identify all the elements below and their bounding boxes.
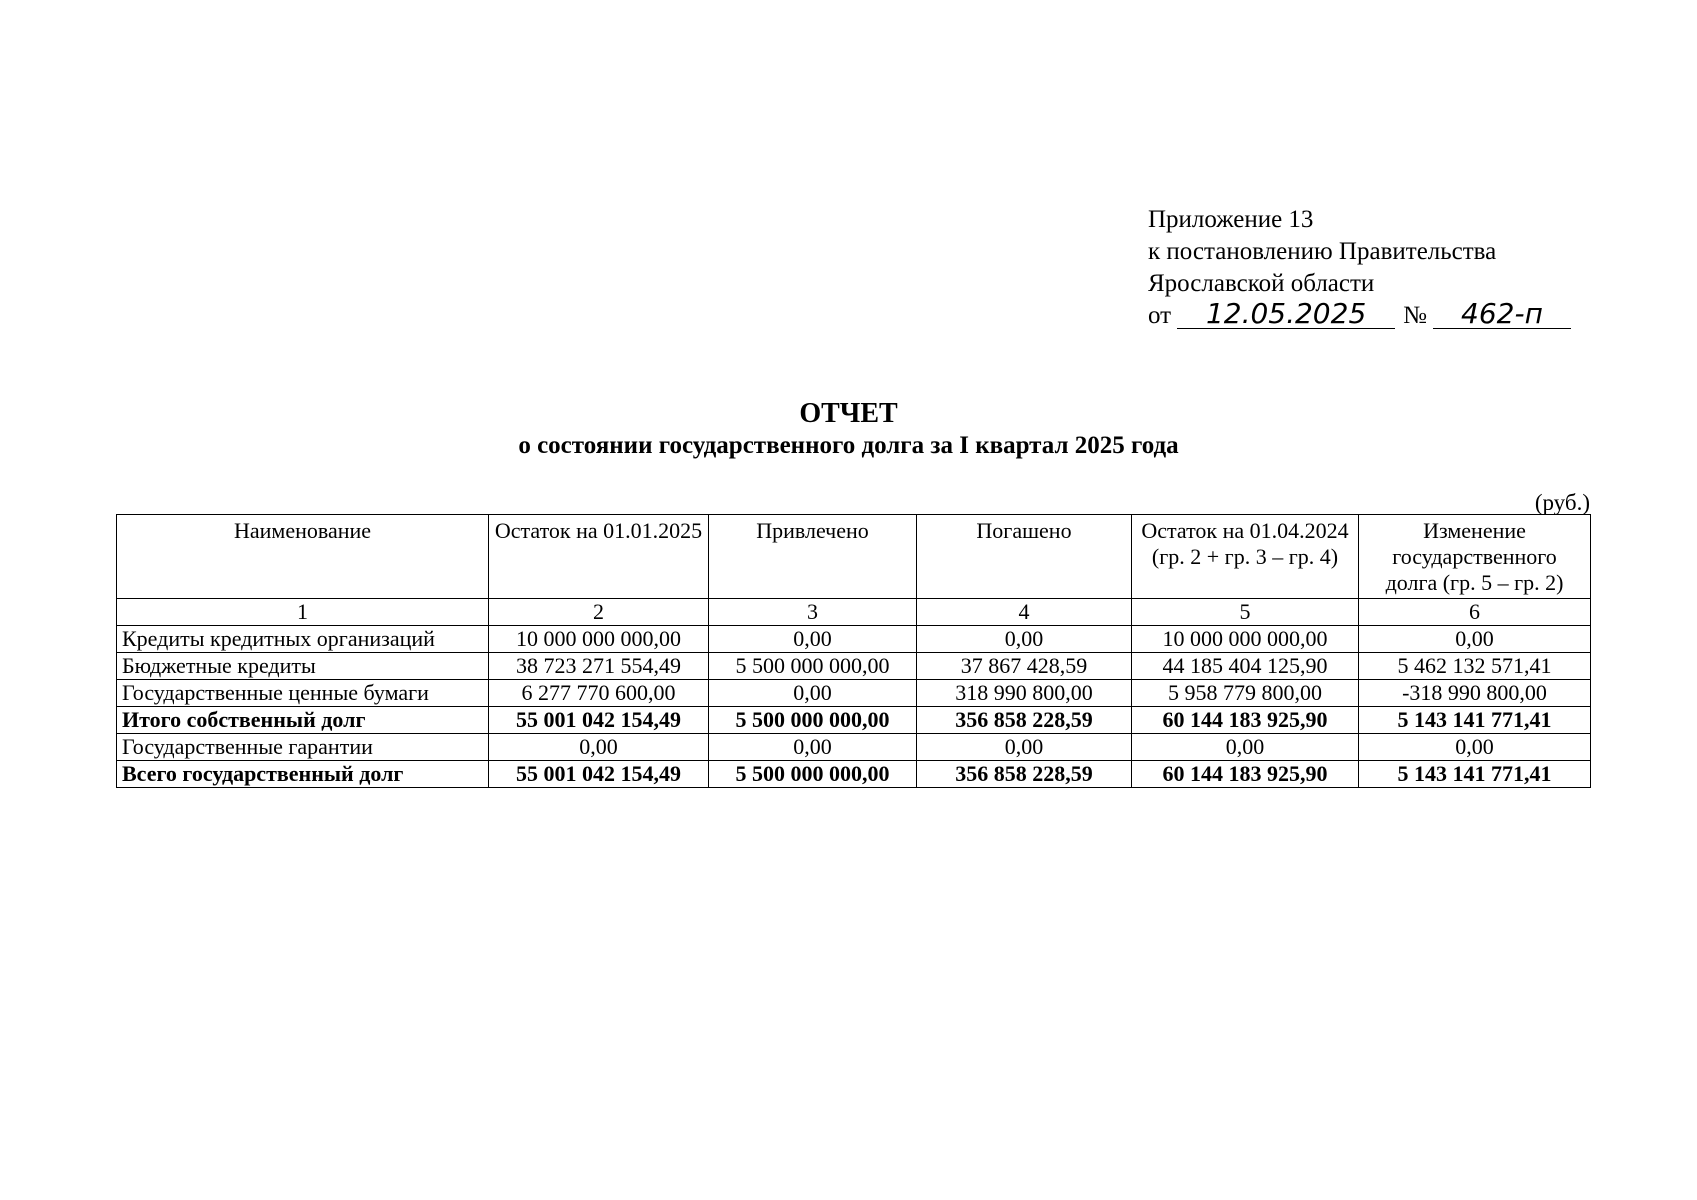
cell-value: 60 144 183 925,90 bbox=[1132, 761, 1359, 788]
cell-value: 55 001 042 154,49 bbox=[489, 707, 709, 734]
cell-value: 37 867 428,59 bbox=[917, 653, 1132, 680]
report-title: ОТЧЕТ bbox=[799, 398, 898, 429]
row-name: Бюджетные кредиты bbox=[117, 653, 489, 680]
appendix-number: Приложение 13 bbox=[1148, 206, 1314, 233]
column-number: 5 bbox=[1132, 599, 1359, 626]
cell-value: 6 277 770 600,00 bbox=[489, 680, 709, 707]
cell-value: 5 500 000 000,00 bbox=[709, 707, 917, 734]
row-name: Итого собственный долг bbox=[117, 707, 489, 734]
table-row bbox=[117, 680, 1591, 707]
cell-value: 60 144 183 925,90 bbox=[1132, 707, 1359, 734]
column-number: 1 bbox=[117, 599, 489, 626]
number-prefix: № bbox=[1403, 302, 1427, 329]
cell-value: 0,00 bbox=[1132, 734, 1359, 761]
header-balance-end: Остаток на 01.04.2024 (гр. 2 + гр. 3 – гр. 4) bbox=[1132, 515, 1359, 599]
cell-value: 0,00 bbox=[1359, 626, 1591, 653]
appendix-region: Ярославской области bbox=[1148, 270, 1375, 297]
column-number: 6 bbox=[1359, 599, 1591, 626]
table-row bbox=[117, 626, 1591, 653]
appendix-resolution: к постановлению Правительства bbox=[1148, 238, 1497, 265]
header-balance-start: Остаток на 01.01.2025 bbox=[489, 515, 709, 599]
cell-value: 5 143 141 771,41 bbox=[1359, 761, 1591, 788]
appendix-date-line bbox=[1148, 297, 1571, 332]
column-numbers-row bbox=[117, 599, 1591, 626]
cell-value: 44 185 404 125,90 bbox=[1132, 653, 1359, 680]
header-change: Изменение государственного долга (гр. 5 – гр. 2) bbox=[1359, 515, 1591, 599]
cell-value: 0,00 bbox=[917, 626, 1132, 653]
cell-value: 10 000 000 000,00 bbox=[489, 626, 709, 653]
header-repaid: Погашено bbox=[917, 515, 1132, 599]
header-attracted: Привлечено bbox=[709, 515, 917, 599]
cell-value: 5 500 000 000,00 bbox=[709, 761, 917, 788]
column-number: 4 bbox=[917, 599, 1132, 626]
cell-value: 356 858 228,59 bbox=[917, 761, 1132, 788]
cell-value: 5 462 132 571,41 bbox=[1359, 653, 1591, 680]
appendix-block bbox=[1148, 204, 1571, 332]
cell-value: 318 990 800,00 bbox=[917, 680, 1132, 707]
row-name: Кредиты кредитных организаций bbox=[117, 626, 489, 653]
cell-value: 0,00 bbox=[917, 734, 1132, 761]
cell-value: 5 143 141 771,41 bbox=[1359, 707, 1591, 734]
cell-value: 0,00 bbox=[489, 734, 709, 761]
table-row-subtotal bbox=[117, 707, 1591, 734]
cell-value: 5 500 000 000,00 bbox=[709, 653, 917, 680]
date-prefix: от bbox=[1148, 302, 1172, 329]
header-name: Наименование bbox=[117, 515, 489, 599]
table-header-row bbox=[117, 515, 1591, 599]
cell-value: 38 723 271 554,49 bbox=[489, 653, 709, 680]
cell-value: 10 000 000 000,00 bbox=[1132, 626, 1359, 653]
row-name: Государственные гарантии bbox=[117, 734, 489, 761]
debt-report-table bbox=[116, 514, 1591, 788]
cell-value: 5 958 779 800,00 bbox=[1132, 680, 1359, 707]
column-number: 2 bbox=[489, 599, 709, 626]
cell-value: 0,00 bbox=[1359, 734, 1591, 761]
table-row bbox=[117, 734, 1591, 761]
table-row-total bbox=[117, 761, 1591, 788]
cell-value: 0,00 bbox=[709, 734, 917, 761]
cell-value: 356 858 228,59 bbox=[917, 707, 1132, 734]
handwritten-number: 462-п bbox=[1433, 300, 1571, 329]
units-label: (руб.) bbox=[1534, 490, 1590, 515]
cell-value: 0,00 bbox=[709, 626, 917, 653]
table-row bbox=[117, 653, 1591, 680]
column-number: 3 bbox=[709, 599, 917, 626]
cell-value: -318 990 800,00 bbox=[1359, 680, 1591, 707]
handwritten-date: 12.05.2025 bbox=[1177, 300, 1395, 329]
row-name: Государственные ценные бумаги bbox=[117, 680, 489, 707]
row-name: Всего государственный долг bbox=[117, 761, 489, 788]
cell-value: 55 001 042 154,49 bbox=[489, 761, 709, 788]
cell-value: 0,00 bbox=[709, 680, 917, 707]
report-subtitle: о состоянии государственного долга за I квартал 2025 года bbox=[518, 432, 1179, 459]
